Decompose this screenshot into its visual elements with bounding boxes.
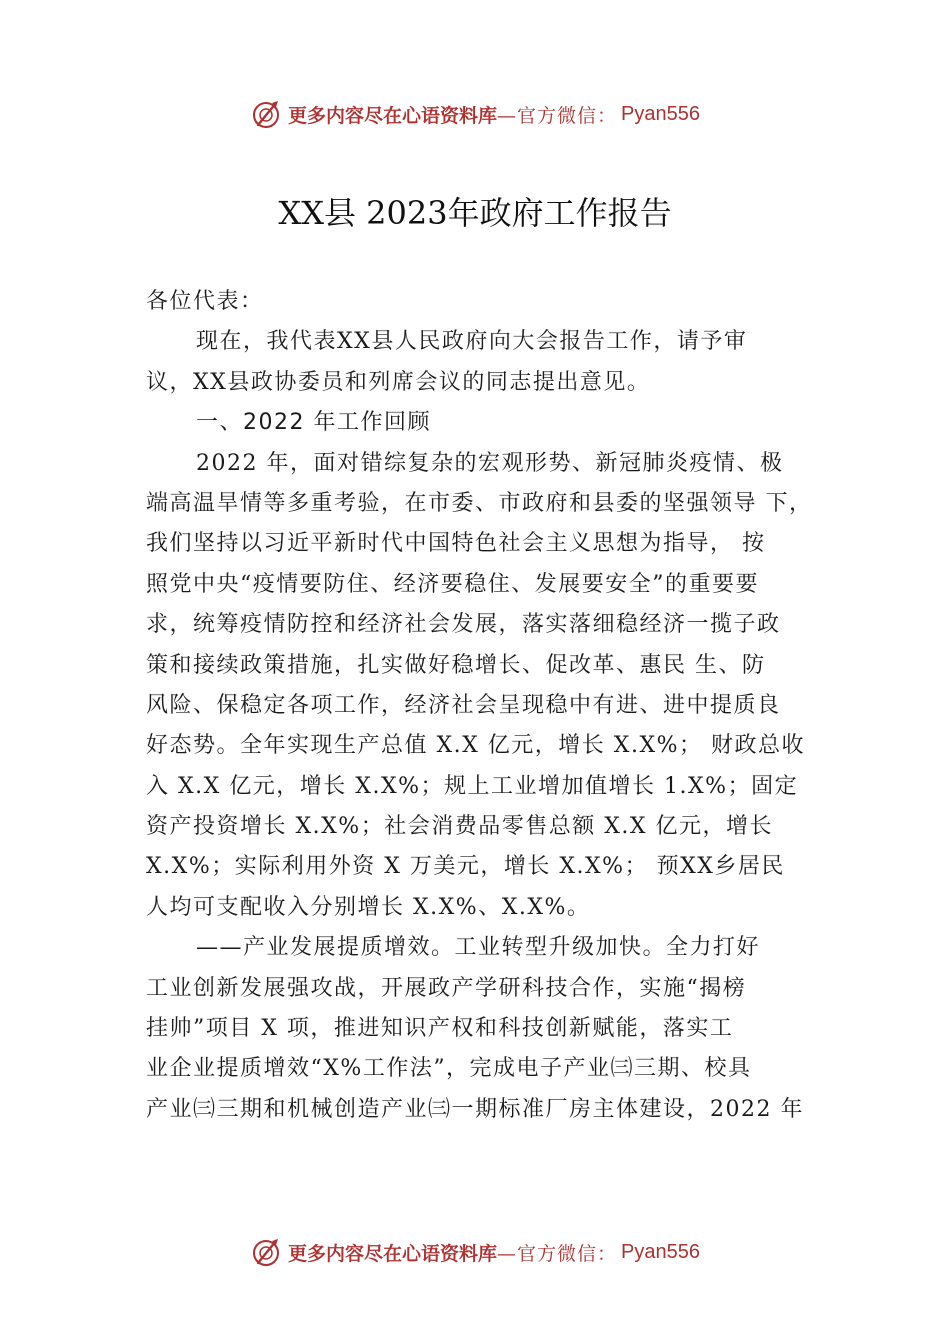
document-title: XX县 2023年政府工作报告	[278, 194, 672, 232]
paragraph-line: 现在，我代表XX县人民政府向大会报告工作，请予审	[196, 329, 748, 355]
section-heading: 一、2022 年工作回顾	[196, 410, 431, 436]
watermark-brand-text: 更多内容尽在心语资料库	[288, 1242, 498, 1265]
watermark-wechat-label: —官方微信：	[497, 1242, 618, 1265]
paragraph-line: 产业㈢三期和机械创造产业㈢一期标准厂房主体建设，2022 年	[146, 1096, 804, 1122]
paragraph-line: 人均可支配收入分别增长 X.X%、X.X%。	[146, 894, 591, 920]
paragraph-line: ——产业发展提质增效。工业转型升级加快。全力打好	[196, 935, 761, 961]
watermark-account: Pyan556	[621, 1240, 700, 1263]
watermark-wechat-label: —官方微信：	[497, 104, 618, 127]
paragraph-line: 端高温旱情等多重考验，在市委、市政府和县委的坚强领导 下，	[146, 490, 813, 516]
footer-watermark	[0, 1232, 950, 1272]
paragraph-line: X.X%；实际利用外资 X 万美元，增长 X.X%； 预XX乡居民	[146, 854, 785, 880]
paragraph-line: 入 X.X 亿元，增长 X.X%；规上工业增加值增长 1.X%；固定	[146, 773, 799, 799]
watermark-account: Pyan556	[621, 102, 700, 125]
paragraph-line: 议，XX县政协委员和列席会议的同志提出意见。	[146, 369, 651, 395]
paragraph-line: 我们坚持以习近平新时代中国特色社会主义思想为指导， 按	[146, 531, 766, 557]
paragraph-line: 2022 年，面对错综复杂的宏观形势、新冠肺炎疫情、极	[196, 450, 784, 476]
brand-logo-icon	[250, 1235, 284, 1269]
paragraph-line: 风险、保稳定各项工作，经济社会呈现稳中有进、进中提质良	[146, 692, 781, 718]
header-watermark	[0, 94, 950, 134]
paragraph-line: 求，统筹疫情防控和经济社会发展，落实落细稳经济一揽子政	[146, 612, 781, 638]
paragraph-line: 挂帅”项目 X 项，推进知识产权和科技创新赋能，落实工	[146, 1016, 734, 1042]
paragraph-line: 策和接续政策措施，扎实做好稳增长、促改革、惠民 生、防	[146, 652, 766, 678]
salutation: 各位代表：	[146, 289, 264, 314]
paragraph-line: 照党中央“疫情要防住、经济要稳住、发展要安全”的重要要	[146, 571, 759, 597]
paragraph-line: 好态势。全年实现生产总值 X.X 亿元，增长 X.X%； 财政总收	[146, 733, 806, 759]
paragraph-line: 资产投资增长 X.X%；社会消费品零售总额 X.X 亿元，增长	[146, 814, 774, 840]
paragraph-line: 业企业提质增效“X%工作法”，完成电子产业㈢三期、校具	[146, 1056, 752, 1082]
brand-logo-icon	[250, 97, 284, 131]
paragraph-line: 工业创新发展强攻战，开展政产学研科技合作，实施“揭榜	[146, 975, 747, 1001]
document-body	[146, 282, 846, 1130]
watermark-brand-text: 更多内容尽在心语资料库	[288, 104, 498, 127]
